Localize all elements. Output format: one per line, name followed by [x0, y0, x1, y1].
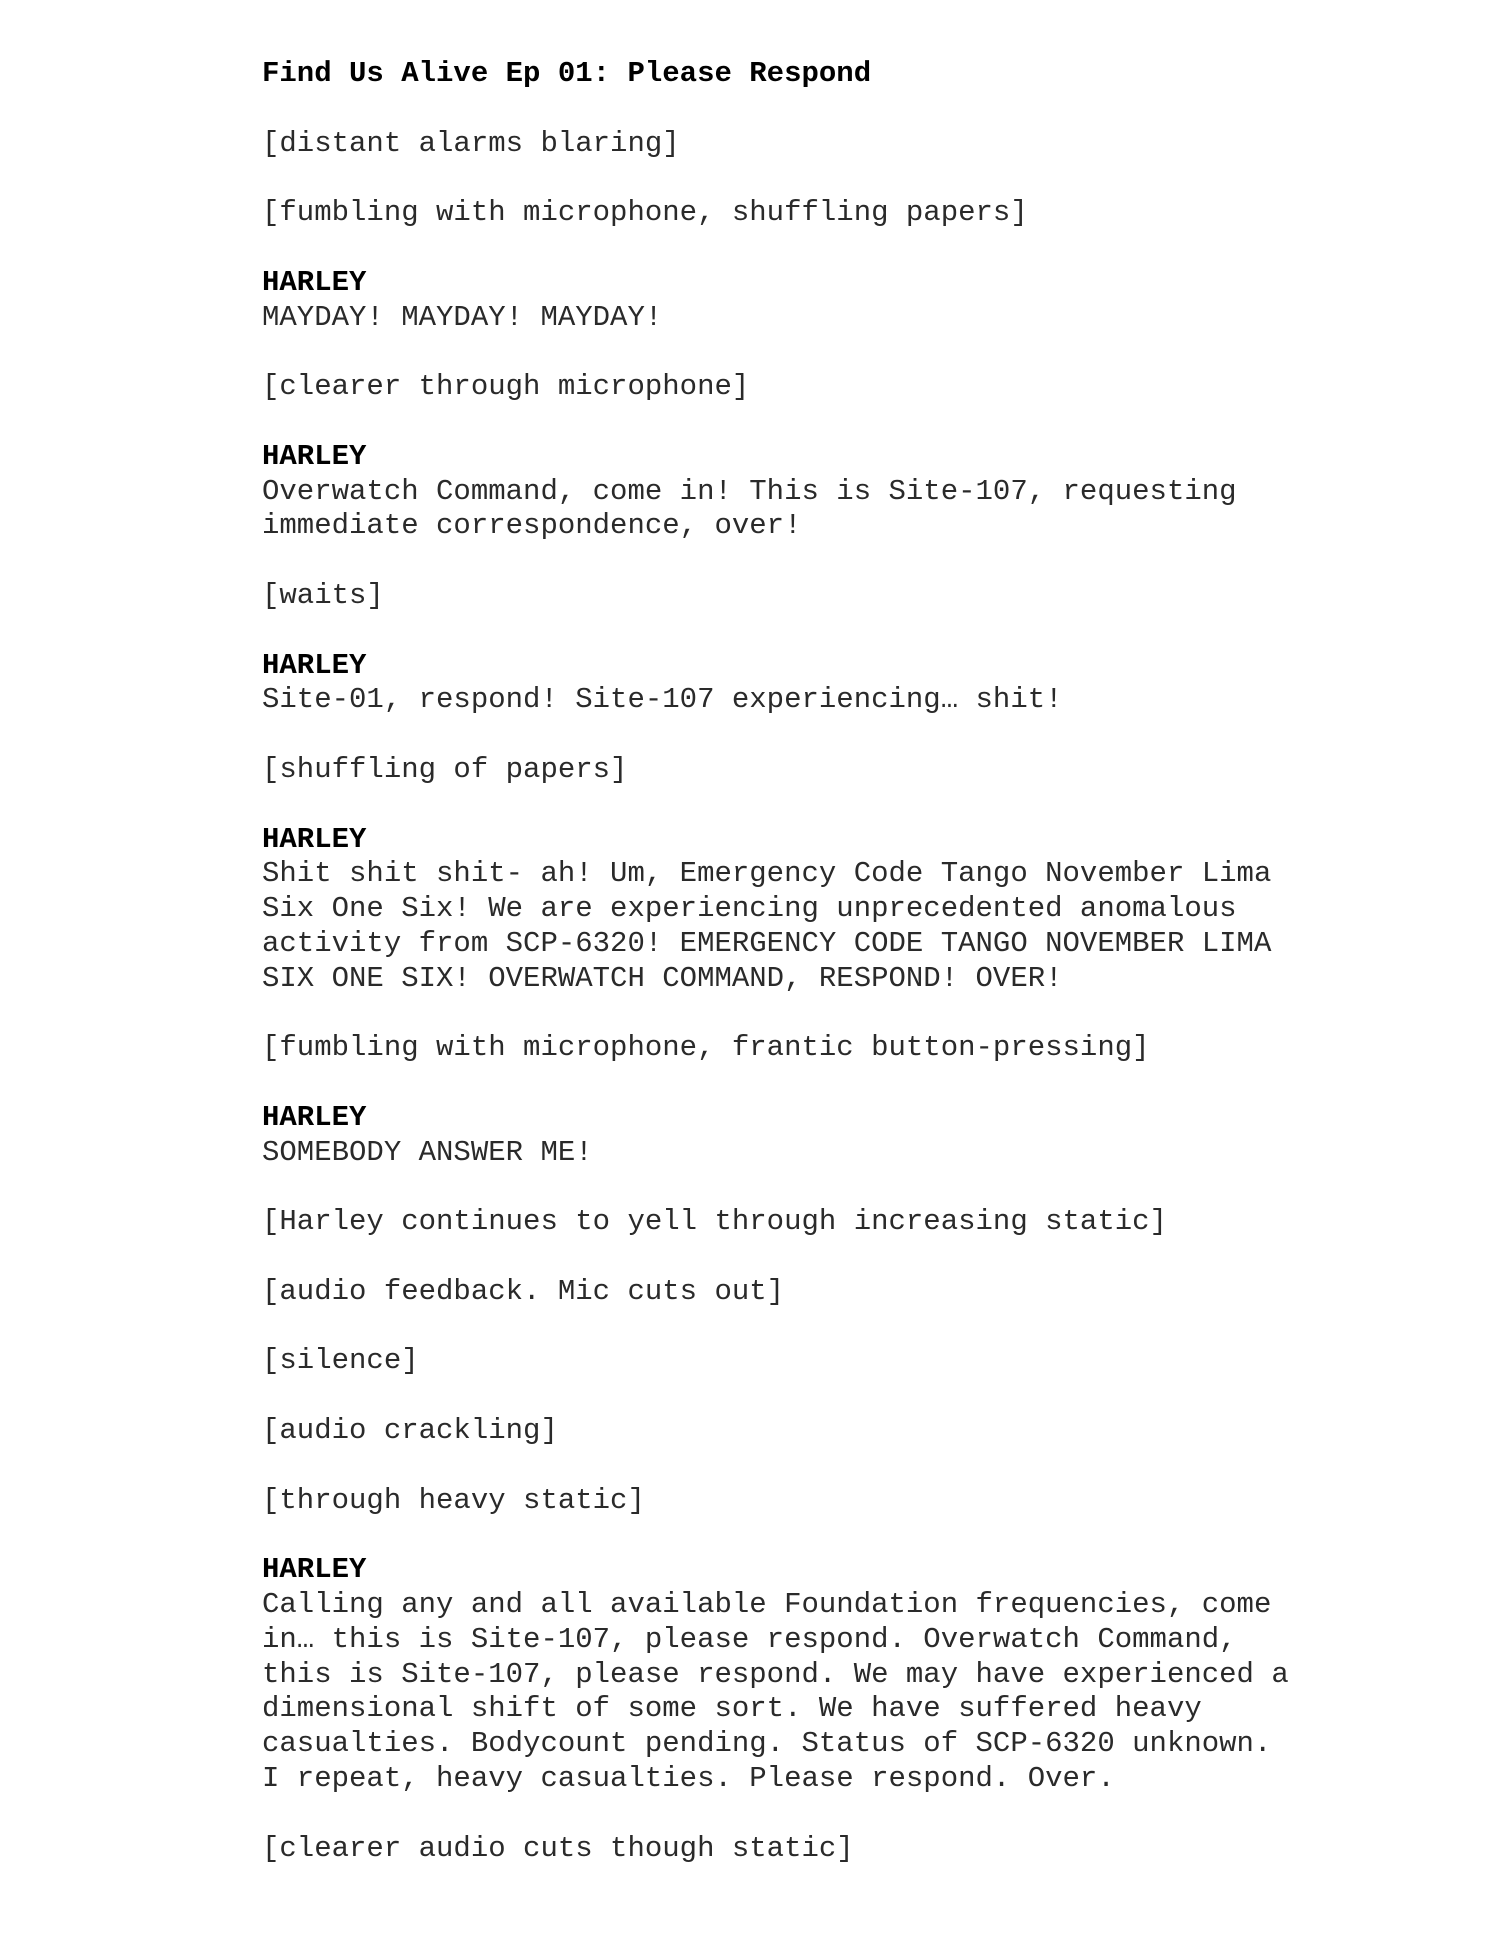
- dialogue-block: [262, 649, 1462, 719]
- dialogue-block: [262, 266, 1462, 336]
- dialogue-block: [262, 823, 1462, 997]
- stage-direction: [clearer through microphone]: [262, 370, 750, 404]
- stage-direction: [distant alarms blaring]: [262, 126, 680, 160]
- dialogue-text: Shit shit shit- ah! Um, Emergency Code Tango November Lima Six One Six! We are experiencing unprecedented anomalous activity from SCP-6320! EMERGENCY CODE TANGO NOVEMBER LIMA SIX ONE SIX! OVERWATCH COMMAND, RESPOND! OVER!: [262, 857, 1272, 995]
- speaker-name: HARLEY: [262, 265, 367, 299]
- speaker-name: HARLEY: [262, 648, 367, 682]
- stage-direction: [Harley continues to yell through increasing static]: [262, 1205, 1167, 1239]
- dialogue-text: MAYDAY! MAYDAY! MAYDAY!: [262, 300, 663, 334]
- dialogue-block: [262, 440, 1462, 544]
- stage-direction: [waits]: [262, 578, 384, 612]
- document-title: Find Us Alive Ep 01: Please Respond: [262, 57, 872, 90]
- stage-direction: [audio crackling]: [262, 1414, 558, 1448]
- stage-direction: [clearer audio cuts though static]: [262, 1831, 854, 1865]
- speaker-name: HARLEY: [262, 1553, 367, 1587]
- dialogue-text: Overwatch Command, come in! This is Site-107, requesting immediate correspondence, over!: [262, 474, 1237, 543]
- dialogue-block: [262, 1101, 1462, 1171]
- dialogue-text: SOMEBODY ANSWER ME!: [262, 1135, 593, 1169]
- dialogue-text: Site-01, respond! Site-107 experiencing… shit!: [262, 683, 1063, 717]
- stage-direction: [silence]: [262, 1344, 419, 1378]
- stage-direction: [through heavy static]: [262, 1483, 645, 1517]
- stage-direction: [fumbling with microphone, shuffling papers]: [262, 196, 1028, 230]
- stage-direction: [shuffling of papers]: [262, 752, 628, 786]
- stage-direction: [fumbling with microphone, frantic button-pressing]: [262, 1031, 1150, 1065]
- stage-direction: [audio feedback. Mic cuts out]: [262, 1274, 785, 1308]
- dialogue-text: Calling any and all available Foundation frequencies, come in… this is Site-107, please respond. Overwatch Command, this is Site-107, please respond. We may have experienced a dimensional shift of some sort. We have suffered heavy casualties. Bodycount pending. Status of SCP-6320 unknown. I repeat, heavy casualties. Please respond. Over.: [262, 1588, 1289, 1796]
- speaker-name: HARLEY: [262, 439, 367, 473]
- speaker-name: HARLEY: [262, 822, 367, 856]
- speaker-name: HARLEY: [262, 1100, 367, 1134]
- dialogue-block: [262, 1553, 1462, 1797]
- transcript-body: [262, 127, 1462, 1867]
- transcript-document: [262, 57, 1462, 1901]
